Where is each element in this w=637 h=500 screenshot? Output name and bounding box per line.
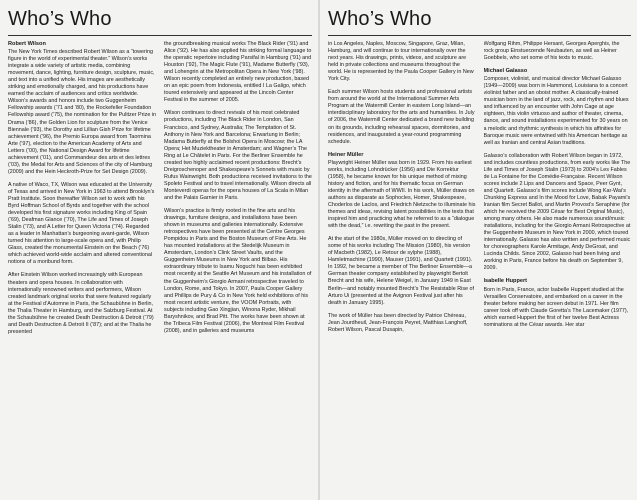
columns (8, 41, 312, 499)
bio-paragraph: Galasso’s collaboration with Robert Wilson began in 1972, and includes countless productions, from early works like The Life and Times of Joseph Stalin (1973) to 2004’s Les Fables de La Fontaine for the Comédie-Française. Recent Wilson scores include 2 Lips and Dancers and Space, Peer Gynt, and Quartett. Galasso’s film scores include Wong Kar-Wai’s Chunking Express and In the Mood for Love, Babak Payami’s Iranian film Secret Ballot, and Martin Provost’s Seraphine (for which he received the 2009 César for Best Original Music), among many others. He also made numerous sound/music installations, including for the Giorgio Armani Retrospective at the Guggenheim Museum in New York in 2000, which toured internationally. Galasso has also written and performed music for choreographers Karole Armitage, Andy DeGroat, and Lucinda Childs. Since 2002, Galasso had been living and working in Paris, France before his death on September 9, 2009. (483, 152, 631, 272)
bio-paragraph: The New York Times described Robert Wilson as a “towering figure in the world of experimental theater.” Wilson’s works integrate a wide variety of artistic media, combining movement, dance, lighting, furniture design, sculpture, music, and text into a unified whole. His images are aesthetically striking and emotionally charged, and his productions have earned the acclaim of audiences and critics worldwide. Wilson’s awards and honors include two Guggenheim Fellowship awards (’71 and ’80), the Rockefeller Foundation Fellowship award (’75), the nomination for the Pulitzer Prize in Drama (’86), the Golden Lion for sculpture from the Venice Biennale (’93), the Dorothy and Lillian Gish Prize for lifetime achievement (’96), the Premio Europa award from Taormina Arte (’97), election to the American Academy of Arts and Letters (’00), the National Design Award for lifetime achievement (’01), and Commandeur des arts et des lettres (’03), the Medal for Arts and Sciences of the city of Hamburg (2009) and the Hein Heckroth-Prize for Set Design (2009). (8, 49, 156, 175)
bio-paragraph: Born in Paris, France, actor Isabelle Huppert studied at the Versailles Conservatoire, and embarked on a career in the theater before making her screen debut in 1971. Her film career took off with Claude Goretta’s The Lacemaker (1977), which earned Huppert the first of her twelve Best Actress nominations at the César awards. Her star (483, 286, 629, 328)
bio-paragraph: At the start of the 1980s, Müller moved on to directing of some of his works including The Mission (1980), his version of Macbeth (1982), Le Retour de sylphe (1988), Hamletmachine (1990), Mauser (1991), and Quartett (1991). In 1992, he became a member of The Berliner Ensemble—a German theater company established by playwright Bertolt Brecht and his wife, Helene Weigel, in January 1949 in East Berlin—and notably mounted Brecht’s The Resistable Rise of Arturo Ui (presented at the Avignon Festival just after his death in January 1995). (328, 236, 475, 306)
column-2 (484, 41, 632, 499)
bio-name: Heiner Müller (328, 151, 364, 158)
bio-paragraph: Playwright Heiner Müller was born in 1929. From his earliest works, including Lohndrücker (1956) and Die Korrektur (1958), he became known for his unique method of mixing history and fiction, and for his thematic focus on German identity in the aftermath of WWII. In his work, Müller draws on authors as disparate as Sophocles, Homer, Shakespeare, Choderlos de Laclos, and Friedrich Nietzsche to illuminate his themes and ideas, revising latent possibilities in the texts that inspired him and practicing what he referred to as a “dialogue with the dead,” i.e. rewriting the past in the present. (328, 159, 476, 230)
left-page (0, 0, 318, 500)
column-1 (8, 41, 156, 499)
bio-paragraph: Each summer Wilson hosts students and professional artists from around the world at the International Summer Arts Program at the Watermill Center in eastern Long Island—an interdisciplinary laboratory for the arts and humanities. In July of 2006, the Watermill Center dedicated a brand new building on its grounds, including rehearsal spaces, dormitories, and residences, and inaugurated a year-round programming schedule. (328, 89, 475, 145)
title-rule (8, 35, 312, 36)
title-rule (328, 35, 631, 36)
page-title: Who’s Who (8, 8, 112, 30)
right-page (320, 0, 637, 500)
bio-paragraph: A native of Waco, TX, Wilson was educated at the University of Texas and arrived in New York in 1963 to attend Brooklyn’s Pratt Institute. Soon thereafter Wilson set to work with his Byrd Hoffman School of Byrds and together with the school developed his first signature works including King of Spain (’69), Deafman Glance (’70), The Life and Times of Joseph Stalin (’73), and A Letter for Queen Victoria (’74). Regarded as a leader in Manhattan’s burgeoning avant-garde, Wilson turned his attention to large-scale opera and, with Philip Glass, created the monumental Einstein on the Beach (’76) which achieved world-wide acclaim and altered conventional notions of a moribund form. (8, 181, 155, 266)
bio-paragraph: in Los Angeles, Naples, Moscow, Singapore, Graz, Milan, Hamburg, and will continue to tour internationally over the next years. His drawings, prints, videos, and sculpture are held in private collections and museums throughout the world. He is represented by the Paula Cooper Gallery in New York City. (328, 41, 474, 83)
bio-paragraph: Composer, violinist, and musical director Michael Galasso (1949—2009) was born in Hammond, Louisiana to a concert violinist father and an oboist mother. A classically-trained musician born in the land of jazz, rock, and rhythm and blues and influenced by an encounter with John Cage at age eighteen, this violin virtuoso and author of theater, cinema, dance, and sound installations experimented for 30 years on a melodic and rhythmic synthesis in which his affinities for Baroque music were entwined with his American heritage as well as Iranian and central Asian traditions. (483, 76, 629, 146)
column-2 (164, 41, 312, 499)
bio-paragraph: Wilson continues to direct revivals of his most celebrated productions, including The Black Rider in London, San Francisco, and Sydney, Australia; The Temptation of St. Anthony in New York and Barcelona; Erwartung in Berlin; Madama Butterfly at the Bolshoi Opera in Moscow; the LA Opera; Het Muziektheater in Amsterdam; and Wagner’s The Ring at Le Châtelet in Paris. For the Berliner Ensemble he created two highly acclaimed recent productions: Brecht’s Dreigroschenoper and Shakespeare’s Sonnets with music by Rufus Wainwright. Both productions received invitations to the Spoleto Festival and to travel internationally. Wilson directs all Monteverdi operas for the opera houses of La Scala in Milan and the Palais Garnier in Paris. (164, 110, 312, 201)
bio-name: Michael Galasso (483, 68, 528, 75)
bio-paragraph: Wolfgang Rihm, Philippe Hersant, Georges Aperghis, the rock group Einstuerzende Neubauten, as well as Heiner Goebbels, who set some of his texts to music. (483, 41, 620, 62)
bio-paragraph: Wilson’s practice is firmly rooted in the fine arts and his drawings, furniture designs, and installations have been shown in museums and galleries internationally. Extensive retrospectives have been presented at the Centre Georges Pompidou in Paris and the Boston Museum of Fine Arts. He has mounted installations at the Stedelijk Museum in Amsterdam, London’s Clink Street Vaults, and the Guggenheim Museums in New York and Bilbao. His extraordinary tribute to Isamu Noguchi has been exhibited most recently at the Seattle Art Museum and his installation of the Guggenheim’s Giorgio Armani retrospective traveled to London, Rome, and Tokyo. In 2007, Paula Cooper Gallery and Phillips de Pury & Co in New York held exhibitions of his most recent artistic venture, the VOOM Portraits, with subjects including Gao Xingjian, Winona Ryder, Mikhail Baryshnikov, and Brad Pitt. The works have been shown at the Tribeca Film Festival (2006), the Montreal Film Festival (2008), and in galleries and museums (164, 208, 312, 334)
bio-paragraph: After Einstein Wilson worked increasingly with European theaters and opera houses. In collaboration with internationally renowned writers and performers, Wilson created landmark original works that were featured regularly at the Festival d’Automne in Paris, the Schaubühne in Berlin, the Thalia Theater in Hamburg, and the Salzburg Festival. At the Schaubühne he created Death Destruction & Detroit (’79) and Death Destruction & Detroit II (’87); and at the Thalia he presented (8, 272, 154, 335)
bio-name: Isabelle Huppert (483, 278, 528, 285)
bio-paragraph: the groundbreaking musical works The Black Rider (’91) and Alice (’92). He has also applied his striking formal language to the operatic repertoire including Parsifal in Hamburg (’91) and Houston (’92), The Magic Flute (’91), Madame Butterfly (’93), and Lohengrin at the Metropolitan Opera in New York (’98). Wilson recently completed an entirely new production, based on an epic poem from Indonesia, entitled I La Galigo, which toured extensively and appeared at the Lincoln Center Festival in the summer of 2005. (164, 41, 312, 104)
page-title: Who’s Who (328, 8, 432, 30)
bio-paragraph: The work of Müller has been directed by Patrice Chéreau, Jean Jourdheuil, Jean-François Peyret, Matthias Langhoff, Robert Wilson, Pascal Dusapin, (328, 312, 468, 333)
columns (328, 41, 631, 499)
bio-name: Robert Wilson (8, 41, 46, 47)
column-1 (328, 41, 476, 499)
